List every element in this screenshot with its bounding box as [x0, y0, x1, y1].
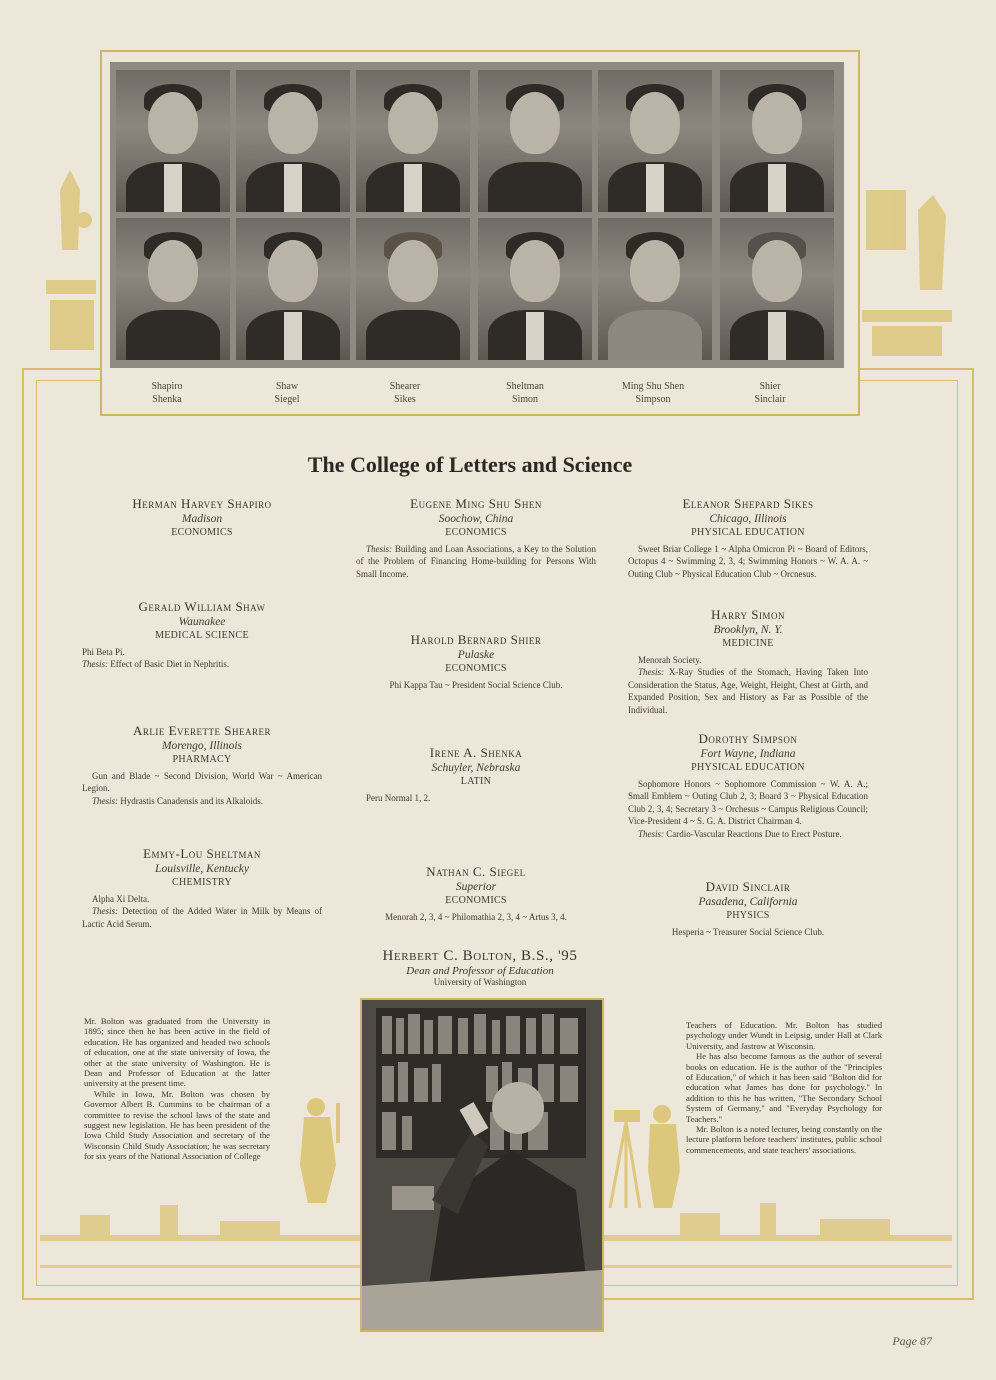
entry-name: Harry Simon: [711, 607, 785, 622]
page-number: Page 87: [892, 1334, 932, 1348]
left-decoration: [40, 160, 100, 365]
entry-town: Chicago, Illinois: [709, 512, 787, 525]
entry-town: Madison: [181, 512, 223, 525]
entry-shier: [356, 634, 596, 691]
entry-thesis: Thesis: Effect of Basic Diet in Nephritis.: [82, 659, 230, 669]
entry-shearer: [82, 725, 322, 807]
entry-major: MEDICINE: [722, 638, 774, 649]
entry-sinclair: [628, 881, 868, 938]
entry-name: Irene A. Shenka: [429, 745, 523, 760]
entry-town: Pulaske: [457, 648, 495, 661]
photo-caption: Sheltman Simon: [506, 381, 544, 405]
entry-town: Schuyler, Nebraska: [431, 761, 521, 774]
entry-thesis: Thesis: Hydrastis Canadensis and its Alkaloids.: [92, 795, 264, 806]
portrait-photo: [356, 218, 470, 360]
entry-thesis: Thesis: X-Ray Studies of the Stomach, Having Taken Into Consideration the Status, Age, Weight, Height, Chest at Girth, and Expanded Position, Sex and History as Far as Possible of the Individual.: [628, 667, 868, 715]
entry-major: MEDICAL SCIENCE: [155, 630, 249, 641]
entry-town: Soochow, China: [438, 512, 514, 525]
portrait-photo: [478, 70, 592, 212]
entry-town: Brooklyn, N. Y.: [713, 623, 783, 636]
entry-major: PHYSICS: [726, 910, 770, 921]
entry-major: ECONOMICS: [445, 527, 507, 538]
portrait-photo: [598, 218, 712, 360]
feature-heading: [330, 948, 630, 987]
photo-caption: Shapiro Shenka: [151, 381, 183, 405]
page-title: The College of Letters and Science: [307, 452, 633, 477]
entry-shen: [356, 498, 596, 580]
entry-name: Eugene Ming Shu Shen: [410, 496, 542, 511]
photo-caption: Shier Sinclair: [754, 381, 786, 405]
portrait-photo: [720, 70, 834, 212]
entry-town: Waunakee: [178, 615, 226, 628]
entry-name: Harold Bernard Shier: [410, 632, 542, 647]
entry-major: LATIN: [460, 776, 492, 787]
entry-major: ECONOMICS: [171, 527, 233, 538]
entry-activities: Gun and Blade ~ Second Division, World War ~ American Legion.: [82, 770, 322, 793]
entry-activities: Sophomore Honors ~ Sophomore Commission ~ W. A. A.; Small Emblem ~ Outing Club 2, 3; Board 3 ~ Physical Education Club 2, 3, 4; Secretary 3 ~ Orchesus ~ Campus Religious Council; Vice-President 4 ~ S. G. A. District Chairman 4.: [628, 778, 868, 826]
entry-town: Morengo, Illinois: [161, 739, 243, 752]
entry-name: Herman Harvey Shapiro: [132, 496, 272, 511]
portrait-photo: [720, 218, 834, 360]
bio-paragraph: Teachers of Education. Mr. Bolton has studied psychology under Wundt in Leipsig, under Hall at Clark University, and Jastrow at Wisconsin.: [686, 1020, 882, 1051]
entry-activities: Menorah 2, 3, 4 ~ Philomathia 2, 3, 4 ~ Artus 3, 4.: [385, 911, 567, 922]
entry-major: ECONOMICS: [445, 663, 507, 674]
photo-caption: Ming Shu Shen Simpson: [621, 381, 685, 405]
portrait-photo: [116, 70, 230, 212]
portrait-photo: [478, 218, 592, 360]
entry-activities: Menorah Society.: [638, 654, 702, 665]
entry-shaw: [82, 601, 322, 671]
entry-name: Emmy-Lou Sheltman: [143, 846, 261, 861]
entry-thesis: Thesis: Building and Loan Associations, a Key to the Solution of the Problem of Financing Home-building for Persons With Small Income.: [356, 543, 597, 579]
bio-paragraph: He has also become famous as the author of several books on education. He is the author of the "Principles of Education," of which it has been said "Bolton did for education what James has done for psychology." In addition to this he has written, "The Secondary School System of Germany," and "Everyday Psychology for Teachers.": [686, 1051, 882, 1124]
entry-shenka: [356, 747, 596, 804]
entry-name: Eleanor Shepard Sikes: [682, 496, 814, 511]
entry-name: David Sinclair: [705, 879, 791, 894]
entry-activities: Peru Normal 1, 2.: [366, 792, 431, 803]
portrait-photo: [356, 70, 470, 212]
photo-grid: [110, 62, 844, 368]
feature-portrait: [360, 998, 604, 1332]
entry-activities: Alpha Xi Delta.: [92, 893, 150, 904]
entry-major: PHYSICAL EDUCATION: [691, 527, 805, 538]
entry-major: PHARMACY: [172, 754, 232, 765]
entry-simon: [628, 609, 868, 716]
entry-sikes: [628, 498, 868, 580]
entry-town: Superior: [455, 880, 497, 893]
right-decoration: [858, 170, 958, 365]
feature-title: Dean and Professor of Education: [406, 965, 554, 977]
entry-activities: Phi Beta Pi.: [82, 646, 125, 657]
photo-caption: Shaw Siegel: [274, 381, 300, 405]
feature-name: Herbert C. Bolton, B.S., '95: [382, 948, 578, 964]
entry-sheltman: [82, 848, 322, 930]
portrait-photo: [598, 70, 712, 212]
entry-simpson: [628, 733, 868, 840]
entry-major: ECONOMICS: [445, 895, 507, 906]
bio-left: [84, 1016, 270, 1162]
entry-major: PHYSICAL EDUCATION: [691, 762, 805, 773]
entry-name: Arlie Everette Shearer: [132, 723, 272, 738]
entry-town: Pasadena, California: [698, 895, 798, 908]
entry-activities: Phi Kappa Tau ~ President Social Science Club.: [389, 679, 563, 690]
portrait-photo: [236, 70, 350, 212]
entry-major: CHEMISTRY: [172, 877, 232, 888]
entry-siegel: [356, 866, 596, 923]
bio-paragraph: While in Iowa, Mr. Bolton was chosen by Governor Albert B. Cummins to be chairman of a committee to revise the school laws of the state and suggest new legislation. He has been president of the Iowa Child Study Association and secretary of the Wisconsin Child Study Association; he was secretary for six years of the National Association of College: [84, 1088, 270, 1162]
entry-name: Dorothy Simpson: [698, 731, 798, 746]
entry-activities: Sweet Briar College 1 ~ Alpha Omicron Pi ~ Board of Editors, Octopus 4 ~ Swimming 2, 3, 4; Swimming Honors ~ W. A. A. ~ Outing Club ~ Physical Education Club ~ Orcnesus.: [628, 543, 868, 579]
portrait-photo: [116, 218, 230, 360]
bio-right: [686, 1020, 882, 1155]
entry-shapiro: [82, 498, 322, 543]
entry-name: Nathan C. Siegel: [426, 864, 526, 879]
entry-activities: Hesperia ~ Treasurer Social Science Club.: [671, 926, 825, 937]
portrait-photo: [236, 218, 350, 360]
right-figure-decoration: [600, 1100, 690, 1210]
bio-paragraph: Mr. Bolton was graduated from the University in 1895; since then he has been active in the field of education. He has organized and headed two schools of education, one at the state university of Iowa, the other at the state university of Washington. He is Dean and Professor of Education at the latter university at the present time.: [84, 1016, 270, 1089]
entry-town: Louisville, Kentucky: [155, 862, 249, 875]
entry-thesis: Thesis: Cardio-Vascular Reactions Due to Erect Posture.: [638, 828, 842, 839]
entry-town: Fort Wayne, Indiana: [700, 747, 796, 760]
bio-paragraph: Mr. Bolton is a noted lecturer, being constantly on the lecture platform before teachers' institutes, public school commencements, and state teachers' associations.: [686, 1124, 882, 1155]
photo-caption: Shearer Sikes: [389, 381, 421, 405]
feature-university: University of Washington: [433, 977, 527, 987]
entry-name: Gerald William Shaw: [138, 599, 266, 614]
left-figure-decoration: [280, 1095, 360, 1205]
entry-thesis: Thesis: Detection of the Added Water in Milk by Means of Lactic Acid Serum.: [82, 906, 322, 929]
